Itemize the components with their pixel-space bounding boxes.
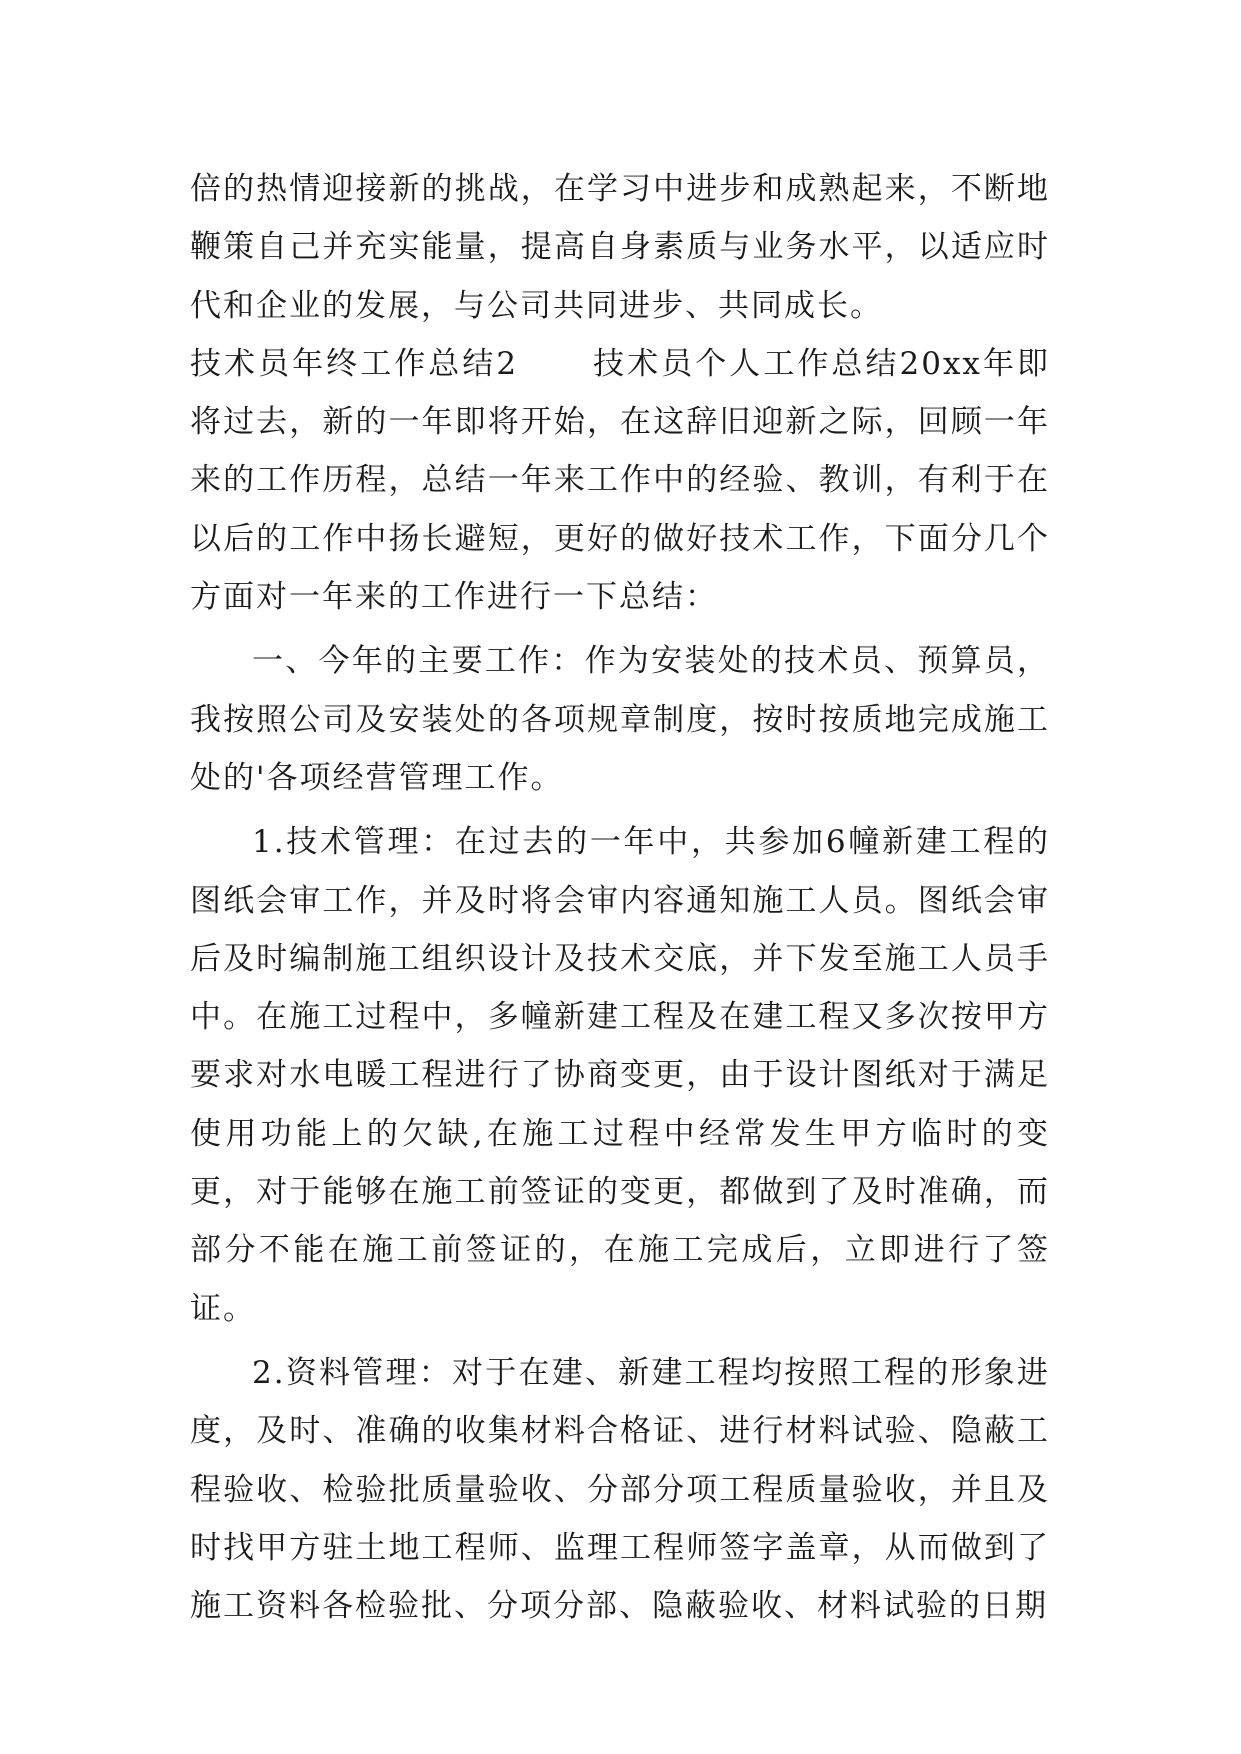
tech-management-paragraph: 1.技术管理：在过去的一年中，共参加6幢新建工程的图纸会审工作，并及时将会审内容通知施工人员。图纸会审后及时编制施工组织设计及技术交底，并下发至施工人员手中。在施工过程中，多幢新建工程及在建工程又多次按甲方要求对水电暖工程进行了协商变更，由于设计图纸对于满足使用功能上的欠缺,在施工过程中经常发生甲方临时的变更，对于能够在施工前签证的变更，都做到了及时准确，而部分不能在施工前签证的，在施工完成后，立即进行了签证。 [190, 824, 1050, 1327]
document-body [190, 160, 1050, 1635]
section-heading-line [190, 335, 1050, 626]
intro-paragraph: 技术员个人工作总结20xx年即将过去，新的一年即将开始，在这辞旧迎新之际，回顾一年来的工作历程，总结一年来工作中的经验、教训，有利于在以后的工作中扬长避短，更好的做好技术工作，下面分几个方面对一年来的工作进行一下总结： [190, 345, 1050, 616]
main-work-paragraph: 一、今年的主要工作：作为安装处的技术员、预算员，我按照公司及安装处的各项规章制度，按时按质地完成施工处的'各项经营管理工作。 [190, 643, 1050, 796]
continued-paragraph: 倍的热情迎接新的挑战，在学习中进步和成熟起来，不断地鞭策自己并充实能量，提高自身素质与业务水平，以适应时代和企业的发展，与公司共同进步、共同成长。 [190, 171, 1050, 324]
data-management-paragraph: 2.资料管理：对于在建、新建工程均按照工程的形象进度，及时、准确的收集材料合格证、进行材料试验、隐蔽工程验收、检验批质量验收、分部分项工程质量验收，并且及时找甲方驻土地工程师、监理工程师签字盖章，从而做到了施工资料各检验批、分项分部、隐蔽验收、材料试验的日期 [190, 1354, 1050, 1625]
section-title: 技术员年终工作总结2 [190, 345, 519, 382]
